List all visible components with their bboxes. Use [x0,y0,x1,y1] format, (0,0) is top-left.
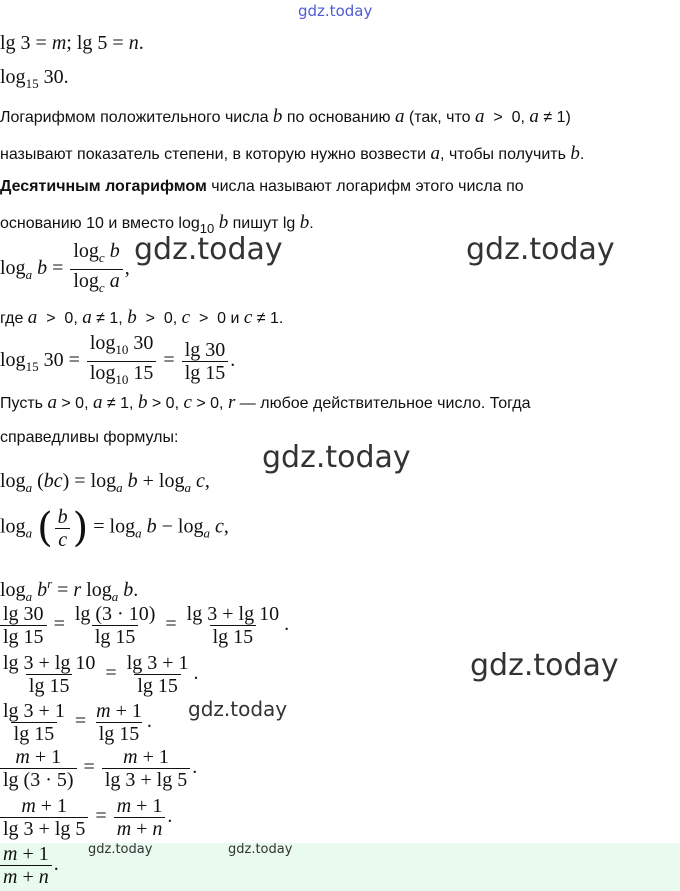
watermark-top: gdz.today [298,2,373,20]
change-of-base-formula: $\log_a b$ = $\frac{\log_c b}{\log_c a}$ , [0,240,130,299]
step-5: $\frac{m + 1}{\lg 3 + \lg 5}$ = $\frac{m + 1}{m + n}$ . [0,795,172,840]
formula-log-quotient: $\log_a$ ( $\frac{b}{c}$ ) = $\log_a b - \log_a c$, [0,505,229,551]
conditions-where: где a > 0, a ≠ 1, b > 0, c > 0 и c ≠ 1. [0,307,284,328]
watermark: gdz.today [228,842,293,857]
formula-log-product: $\log_a (bc) = \log_a b + \log_a c$, [0,470,210,495]
decimal-log-definition-line2: основанию 10 и вместо $\log_{10} b$ пишут lg b. [0,212,314,236]
watermark: gdz.today [134,232,283,267]
step-4: $\frac{m + 1}{\lg (3 \cdot 5)}$ = $\frac{m + 1}{\lg 3 + \lg 5}$ . [0,746,197,791]
answer: $\frac{m + 1}{m + n}$ . [0,843,59,888]
watermark: gdz.today [470,648,619,683]
step-change-base: $\log_{15} 30$ = $\frac{\log_{10} 30}{\log_{10} 15}$ = $\frac{\lg 30}{\lg 15}$ . [0,332,235,391]
watermark: gdz.today [262,440,411,475]
log-definition-line2: называют показатель степени, в которую нужно возвести a, чтобы получить b. [0,143,585,164]
conditions-let-line2: справедливы формулы: [0,429,179,446]
decimal-log-definition-line1: Десятичным логарифмом числа называют логарифм этого числа по [0,178,524,195]
given-line: lg 3 = m; lg 5 = n. [0,32,144,54]
watermark: gdz.today [188,697,288,721]
step-3: $\frac{\lg 3 + 1}{\lg 15}$ = $\frac{m + 1}{\lg 15}$ . [3,700,152,745]
step-2: $\frac{\lg 3 + \lg 10}{\lg 15}$ = $\frac{\lg 3 + 1}{\lg 15}$ . [3,652,199,697]
watermark: gdz.today [466,232,615,267]
formula-log-power: $\log_a b^r = r$ $\log_a b$. [0,576,139,604]
task-expression: $\log_{15} 30$. [0,66,69,91]
step-1: $\frac{\lg 30}{\lg 15}$ = $\frac{\lg (3 \cdot 10)}{\lg 15}$ = $\frac{\lg 3 + \lg 10}{\lg 15}$ . [0,603,289,648]
conditions-let-line1: Пусть a > 0, a ≠ 1, b > 0, c > 0, r — любое действительное число. Тогда [0,392,531,413]
watermark: gdz.today [88,842,153,857]
log-definition-line1: Логарифмом положительного числа b по основанию a (так, что a > 0, a ≠ 1) [0,106,571,127]
